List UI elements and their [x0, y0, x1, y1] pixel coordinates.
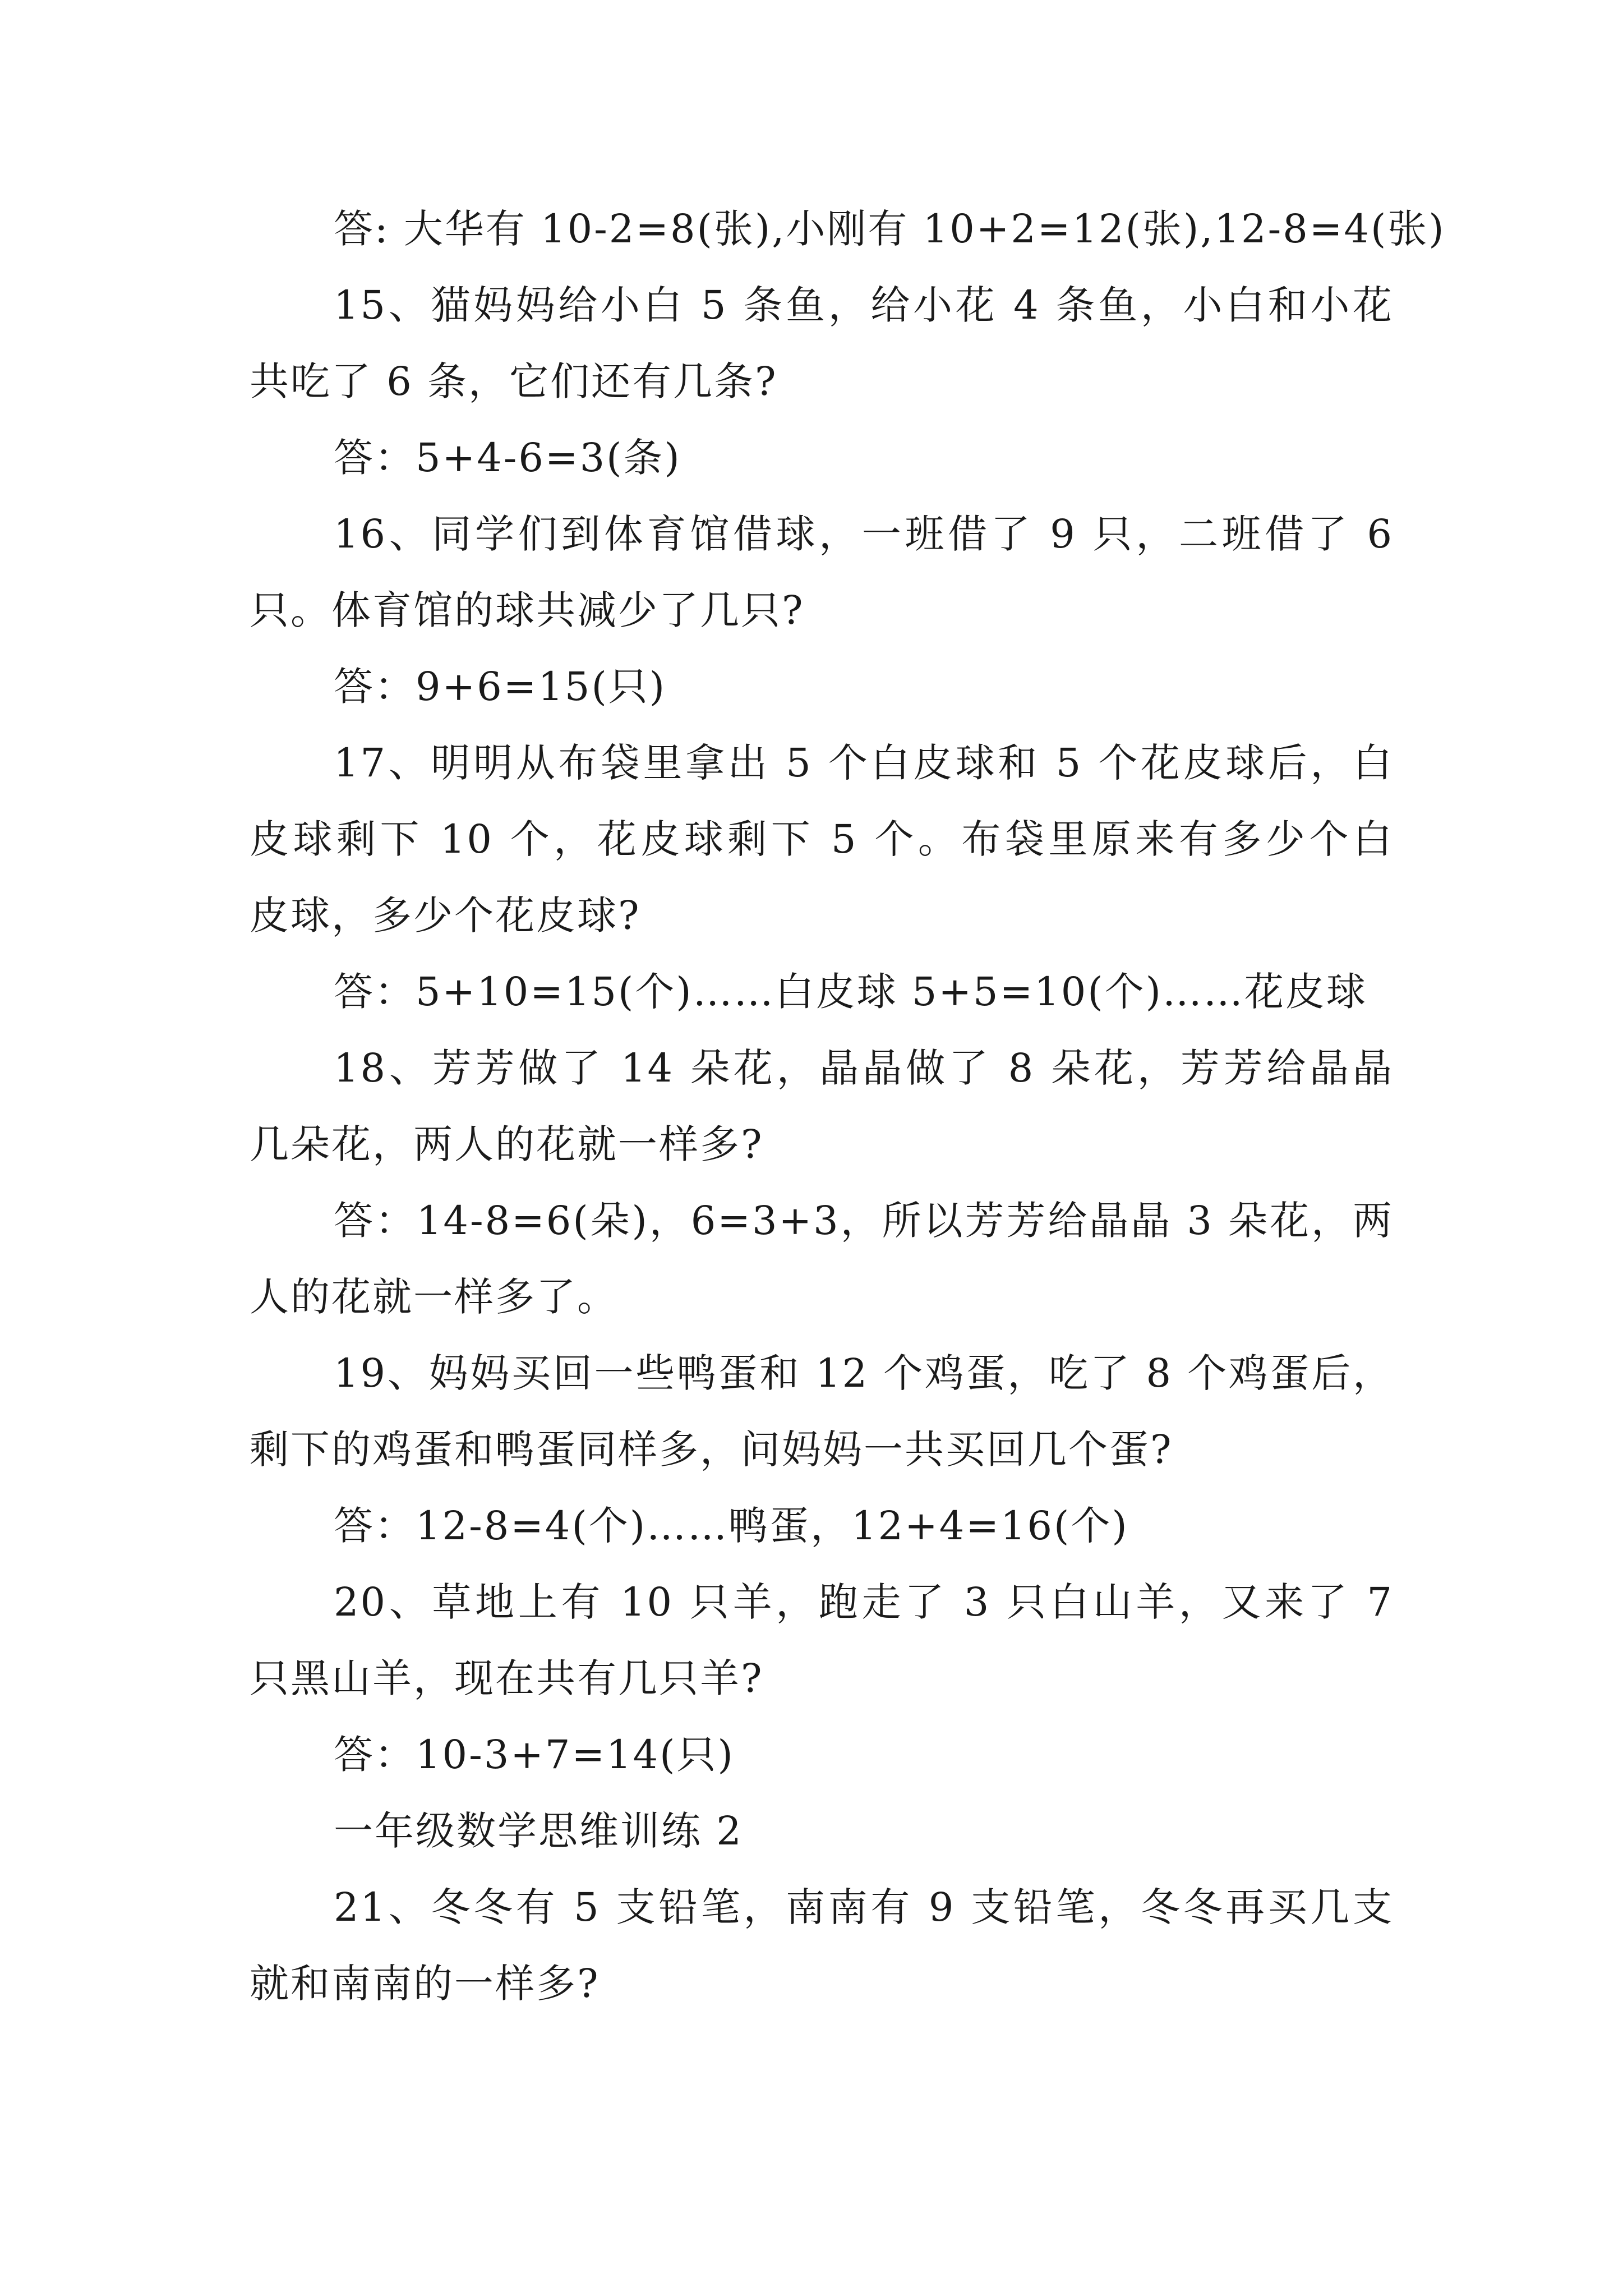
- text-line: 21、冬冬有 5 支铅笔，南南有 9 支铅笔，冬冬再买几支: [334, 1884, 1394, 1930]
- text-line: 答：14-8=6(朵)，6=3+3，所以芳芳给晶晶 3 朵花，两: [334, 1198, 1394, 1244]
- text-line: 19、妈妈买回一些鸭蛋和 12 个鸡蛋，吃了 8 个鸡蛋后，: [334, 1350, 1394, 1396]
- text-line: 几朵花，两人的花就一样多?: [250, 1121, 764, 1167]
- text-line: 17、明明从布袋里拿出 5 个白皮球和 5 个花皮球后，白: [334, 740, 1394, 786]
- text-line: 皮球剩下 10 个，花皮球剩下 5 个。布袋里原来有多少个白: [250, 816, 1394, 862]
- text-line: 答：9+6=15(只): [334, 664, 667, 710]
- text-line: 16、同学们到体育馆借球，一班借了 9 只，二班借了 6: [334, 511, 1394, 557]
- text-line: 20、草地上有 10 只羊，跑走了 3 只白山羊，又来了 7: [334, 1579, 1394, 1625]
- text-line: 答: 大华有 10-2=8(张),小刚有 10+2=12(张),12-8=4(张): [334, 206, 1446, 252]
- text-line: 15、猫妈妈给小白 5 条鱼，给小花 4 条鱼，小白和小花: [334, 282, 1394, 328]
- text-line: 剩下的鸡蛋和鸭蛋同样多，问妈妈一共买回几个蛋?: [250, 1427, 1173, 1473]
- text-line: 答：10-3+7=14(只): [334, 1732, 735, 1778]
- text-line: 答：5+4-6=3(条): [334, 435, 681, 481]
- text-line: 只黑山羊，现在共有几只羊?: [250, 1655, 764, 1701]
- text-line: 就和南南的一样多?: [250, 1961, 600, 2007]
- section-heading: 一年级数学思维训练 2: [334, 1808, 743, 1854]
- text-line: 只。体育馆的球共减少了几只?: [250, 587, 805, 633]
- text-line: 答：12-8=4(个)……鸭蛋，12+4=16(个): [334, 1503, 1129, 1549]
- text-line: 共吃了 6 条，它们还有几条?: [250, 358, 778, 404]
- text-line: 答：5+10=15(个)……白皮球 5+5=10(个)……花皮球: [334, 969, 1367, 1015]
- text-line: 皮球，多少个花皮球?: [250, 892, 641, 938]
- document-body: [250, 191, 1446, 2022]
- text-line: 人的花就一样多了。: [250, 1274, 618, 1320]
- text-line: 18、芳芳做了 14 朵花，晶晶做了 8 朵花，芳芳给晶晶: [334, 1045, 1394, 1091]
